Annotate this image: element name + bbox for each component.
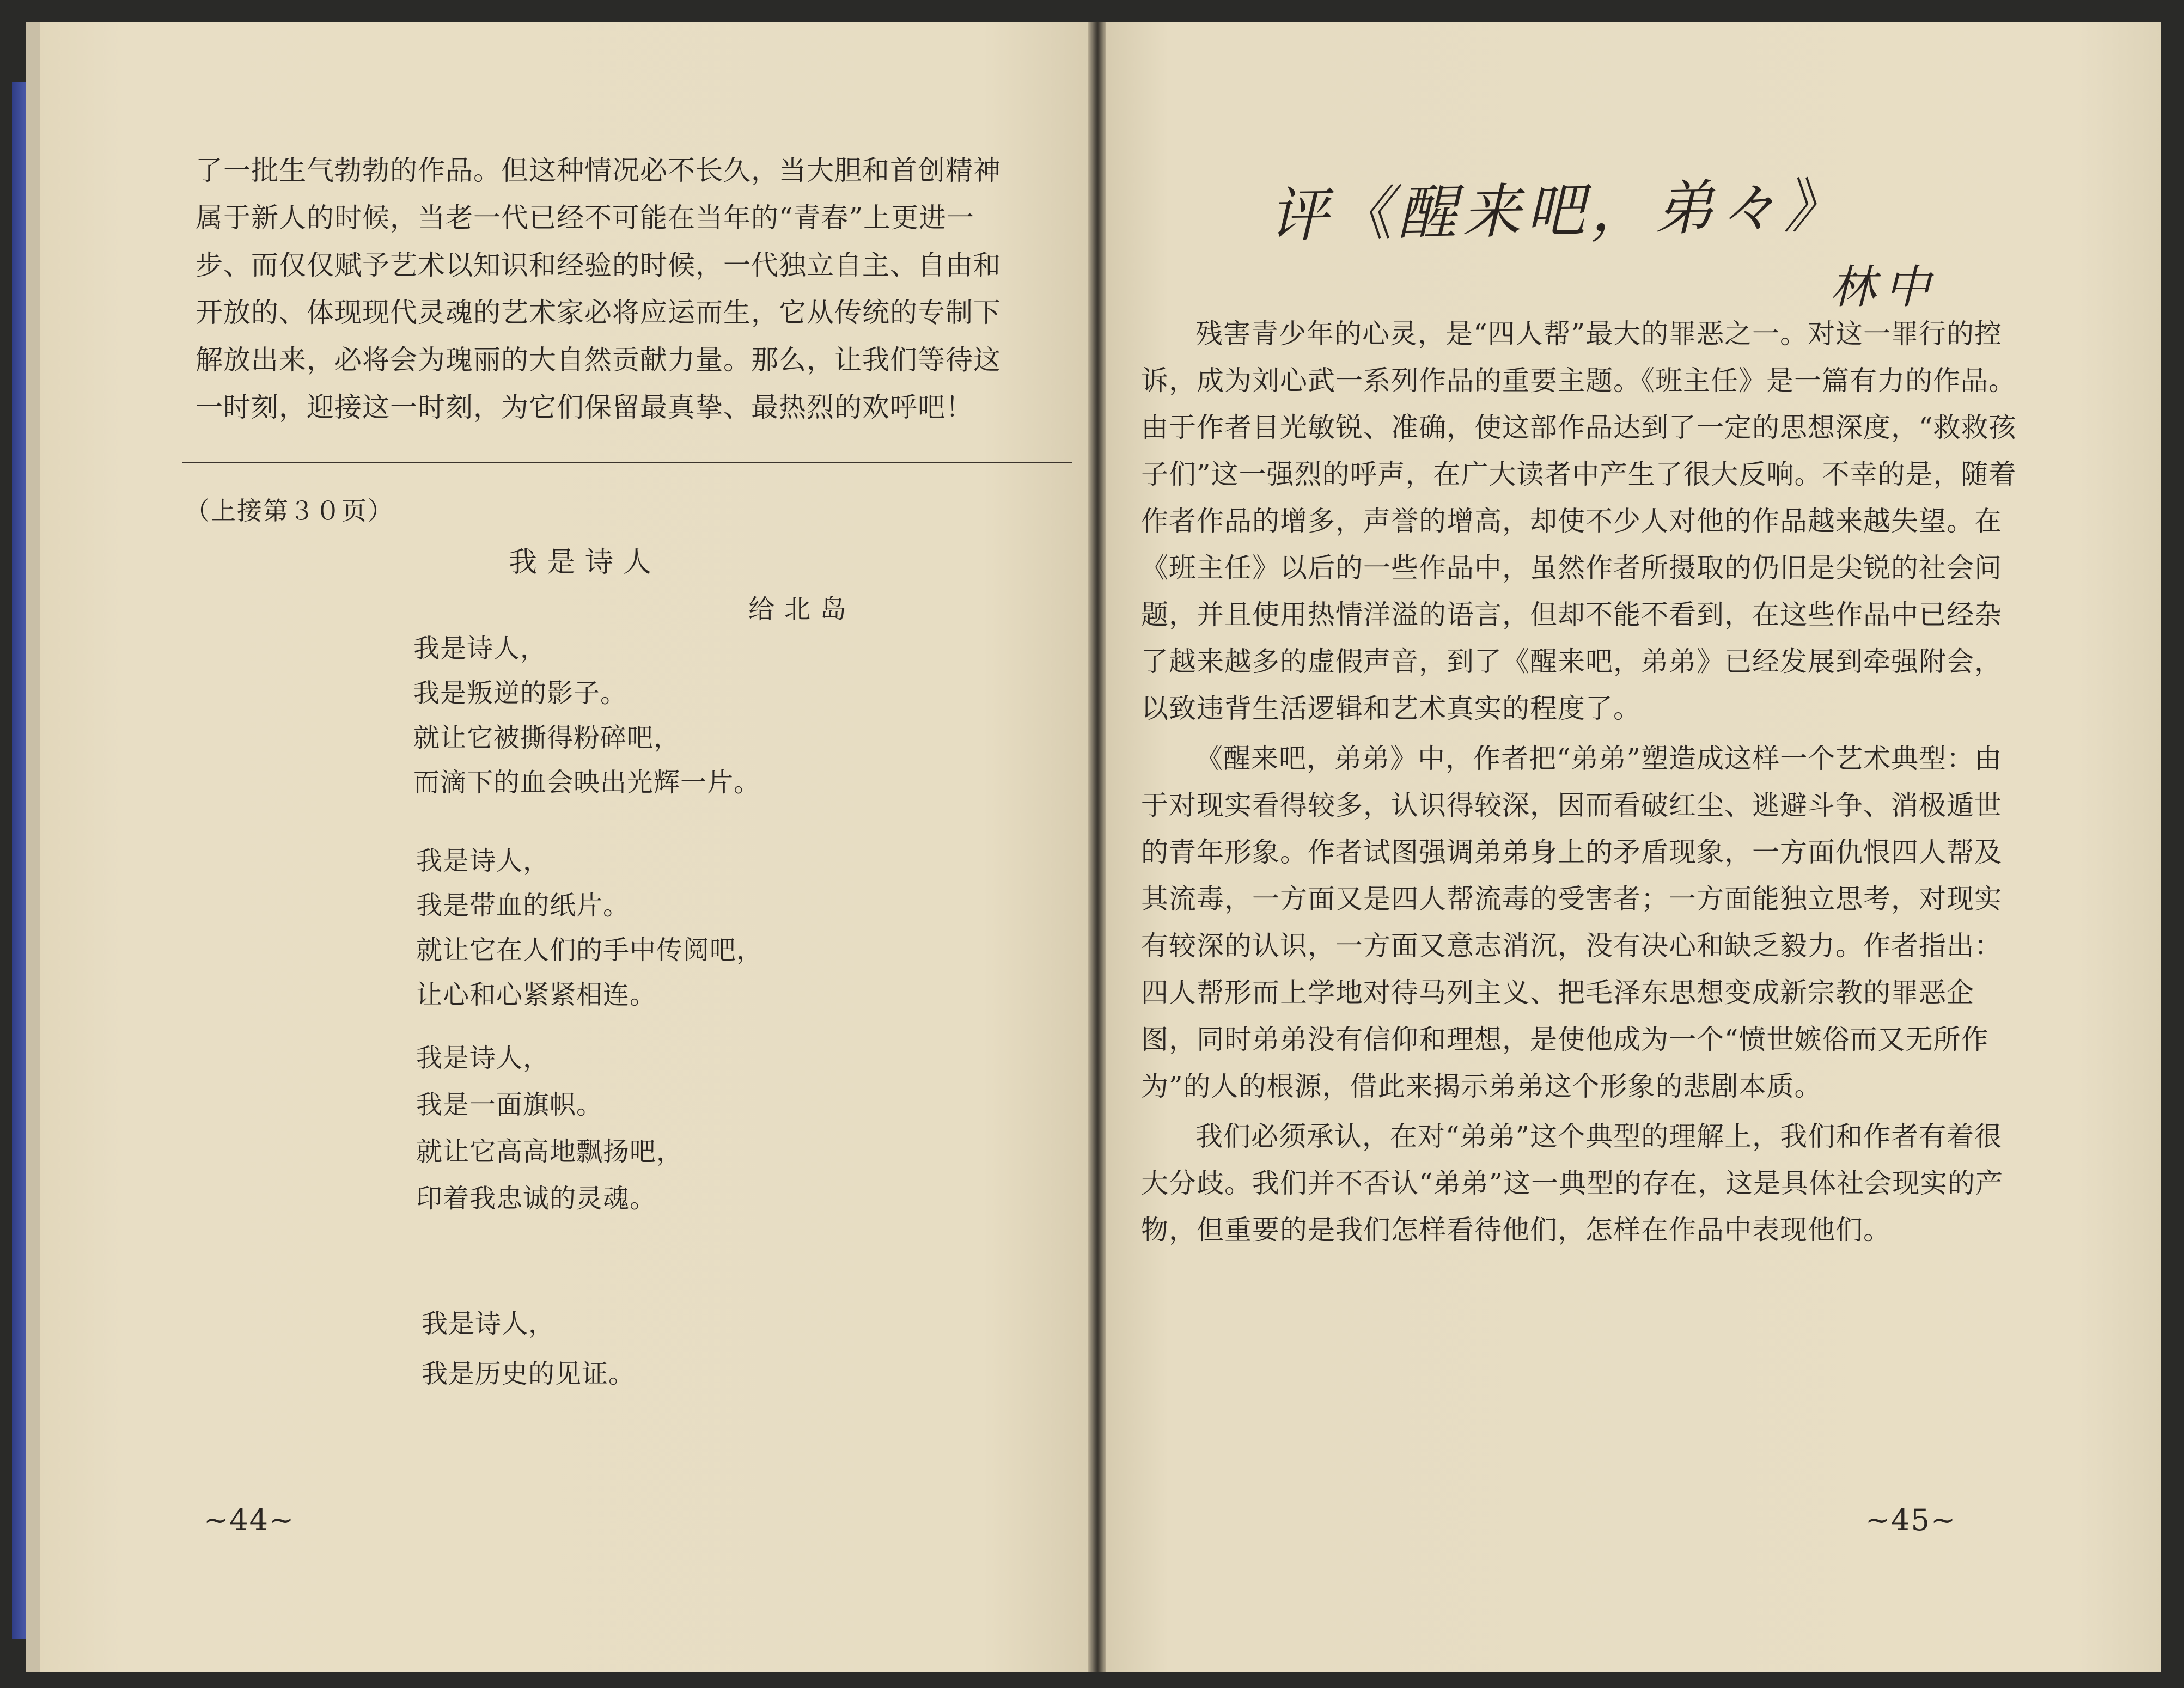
article-body <box>1141 310 2023 1253</box>
poem-stanza <box>413 626 760 805</box>
poem-line: 我是历史的见证。 <box>422 1359 636 1389</box>
poem-line: 就让它被撕得粉碎吧， <box>413 723 681 753</box>
poem-line: 而滴下的血会映出光辉一片。 <box>413 767 761 798</box>
poem-line: 我是诗人， <box>413 633 547 664</box>
article-paragraph: 残害青少年的心灵，是“四人帮”最大的罪恶之一。对这一罪行的控诉，成为刘心武一系列作品的重要主题。《班主任》是一篇有力的作品。由于作者目光敏锐、准确，使这部作品达到了一定的思想深度，“救救孩子们”这一强烈的呼声，在广大读者中产生了很大反响。不幸的是，随着作者作品的增多，声誉的增高，却使不少人对他的作品越来越失望。在《班主任》以后的一些作品中，虽然作者所摄取的仍旧是尖锐的社会问题，并且使用热情洋溢的语言，但却不能不看到，在这些作品中已经杂了越来越多的虚假声音，到了《醒来吧，弟弟》已经发展到牵强附会，以致违背生活逻辑和艺术真实的程度了。 <box>1141 318 2017 724</box>
poem-stanza <box>416 839 763 1017</box>
continued-text-line: 一时刻，迎接这一时刻，为它们保留最真挚、最热烈的欢呼吧！ <box>196 392 973 423</box>
poem-stanza <box>422 1299 635 1399</box>
poem-line: 印着我忠诚的灵魂。 <box>416 1183 657 1214</box>
poem-line: 我是诗人， <box>422 1308 556 1339</box>
poem-title: 我是诗人 <box>509 546 662 579</box>
continued-text-block <box>196 147 1089 431</box>
article-paragraph: 《醒来吧，弟弟》中，作者把“弟弟”塑造成这样一个艺术典型：由于对现实看得较多，认识得较深，因而看破红尘、逃避斗争、消极遁世的青年形象。作者试图强调弟弟身上的矛盾现象，一方面仇恨四人帮及其流毒，一方面又是四人帮流毒的受害者；一方面能独立思考，对现实有较深的认识，一方面又意志消沉，没有决心和缺乏毅力。作者指出：四人帮形而上学地对待马列主义、把毛泽东思想变成新宗教的罪恶企图，同时弟弟没有信仰和理想，是使他成为一个“愤世嫉俗而又无所作为”的人的根源，借此来揭示弟弟这个形象的悲剧本质。 <box>1141 743 2003 1102</box>
poem-line: 让心和心紧紧相连。 <box>416 980 657 1010</box>
continued-from-note: （上接第３０页） <box>185 496 394 525</box>
poem-line: 就让它在人们的手中传阅吧， <box>416 935 764 965</box>
poem-dedication: 给北岛 <box>748 594 857 625</box>
right-page <box>1106 22 2161 1672</box>
continued-text-line: 了一批生气勃勃的作品。但这种情况必不长久，当大胆和首创精神 <box>196 155 1001 186</box>
page-number-left: ~44~ <box>204 1503 295 1537</box>
poem-line: 我是诗人， <box>416 846 550 876</box>
article-paragraph: 我们必须承认，在对“弟弟”这个典型的理解上，我们和作者有着很大分歧。我们并不否认“弟弟”这一典型的存在，这是具体社会现实的产物，但重要的是我们怎样看待他们，怎样在作品中表现他们。 <box>1141 1121 2004 1246</box>
author-name-handwritten: 林中 <box>1830 260 1939 314</box>
poem-line: 就让它高高地飘扬吧， <box>416 1136 684 1167</box>
continued-text-line: 步、而仅仅赋予艺术以知识和经验的时候，一代独立自主、自由和 <box>196 249 1001 281</box>
article-title-handwritten: 评《醒来吧，弟々》 <box>1268 172 1849 250</box>
left-page <box>26 22 1088 1672</box>
continued-text-line: 解放出来，必将会为瑰丽的大自然贡献力量。那么，让我们等待这 <box>196 344 1001 376</box>
continued-text-line: 属于新人的时候，当老一代已经不可能在当年的“青春”上更进一 <box>196 202 975 234</box>
section-divider <box>182 462 1072 463</box>
poem-stanza <box>416 1035 683 1222</box>
continued-text-line: 开放的、体现现代灵魂的艺术家必将应运而生，它从传统的专制下 <box>196 297 1001 328</box>
poem-line: 我是诗人， <box>416 1043 550 1073</box>
page-number-right: ~45~ <box>1865 1503 1957 1537</box>
book-spine <box>1088 22 1106 1672</box>
blue-binding-edge <box>12 82 26 1639</box>
poem-line: 我是叛逆的影子。 <box>413 678 627 708</box>
poem-line: 我是带血的纸片。 <box>416 890 630 921</box>
poem-line: 我是一面旗帜。 <box>416 1090 603 1120</box>
